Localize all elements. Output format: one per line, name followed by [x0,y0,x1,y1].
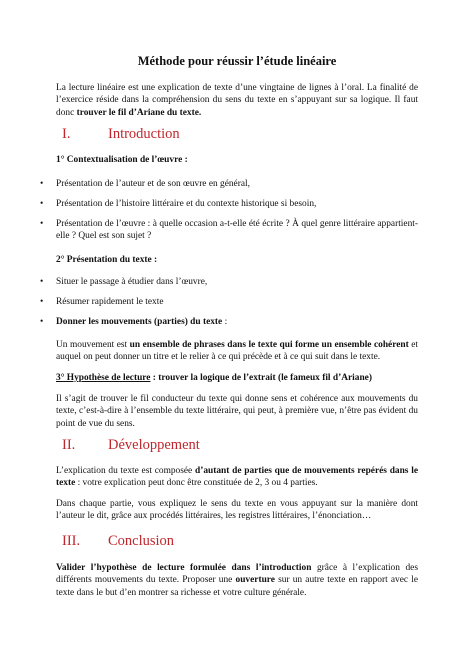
list-item-text [56,316,418,328]
para-text: et auquel on peut donner un titre et le relier à ce qui précède et à ce qui suit dans le texte. [56,340,418,363]
section-heading-introduction [56,126,180,142]
section-number: I. [62,126,71,142]
list-item-bold: Donner les mouvements (parties) du texte [56,317,223,327]
list-item-suffix: : [222,317,228,327]
para-text: Un mouvement est [56,340,130,350]
bullet-icon: • [40,297,44,307]
para-text: grâce à l’explication des différents mouvements du texte. Proposer une [56,563,418,586]
intro-paragraph [56,82,418,119]
subheading-rest: : trouver la logique de l’extrait (le fameux fil d’Ariane) [150,373,372,383]
section-heading-developpement [56,437,200,453]
para-text: L’explication du texte est composée [56,466,195,476]
intro-bold: trouver le fil d’Ariane du texte. [76,107,202,118]
section-title: Introduction [108,126,180,142]
subheading-presentation: 2° Présentation du texte : [56,255,158,265]
subheading-hypothese [56,372,372,384]
section-heading-conclusion [56,533,174,549]
mouvement-paragraph [56,339,418,364]
page-title: Méthode pour réussir l’étude linéaire [137,54,337,68]
section-number: II. [62,437,76,453]
bullet-icon: • [40,179,44,189]
para-bold: d’autant de parties que de mouvements repérés dans le texte [56,466,418,489]
section-number: III. [62,533,81,549]
intro-text: La lecture linéaire est une explication de texte d’une vingtaine de lignes à l’oral. La finalité de l’exercice réside dans la compréhension du sens du texte en s’appuyant sur sa logique. Il faut donc [56,83,418,118]
bullet-icon: • [40,219,44,229]
para-bold: Valider l’hypothèse de lecture formulée dans l’introduction [56,563,312,573]
conclusion-paragraph [56,562,418,599]
para-text: : votre explication peut donc être constituée de 2, 3 ou 4 parties. [75,478,318,489]
list-item-text: Présentation de l’œuvre : à quelle occasion a-t-elle été écrite ? À quel genre littéraire appartient-elle ? Quel est son sujet ? [56,219,418,242]
para-text: sur un autre texte en rapport avec le texte dans le but d’en montrer sa richesse et votre culture générale. [56,575,418,598]
subheading-contextualisation: 1° Contextualisation de l’œuvre : [56,155,188,165]
list-item-text: Présentation de l’histoire littéraire et du contexte historique si besoin, [56,199,317,209]
bullet-icon: • [40,277,44,287]
section-title: Conclusion [108,533,175,549]
section-title: Développement [108,437,200,453]
list-item-text: Présentation de l’auteur et de son œuvre en général, [56,179,250,189]
subheading-underlined: 3° Hypothèse de lecture [56,373,151,383]
list-item-text: Situer le passage à étudier dans l’œuvre, [56,277,208,287]
developpement-paragraph-2: Dans chaque partie, vous expliquez le sens du texte en vous appuyant sur la manière dont l’auteur le dit, grâce aux procédés littéraires, les registres littéraires, l’énonciation… [56,499,418,522]
hypothese-paragraph: Il s’agit de trouver le fil conducteur du texte qui donne sens et cohérence aux mouvements du texte, c’est-à-dire à l’ensemble du texte littéraire, qui peut, à première vue, n’être pas évident du point de vue du sens. [56,394,418,429]
bullet-icon: • [40,317,44,327]
bullet-icon: • [40,199,44,209]
list-item-text: Résumer rapidement le texte [56,297,164,307]
para-bold: un ensemble de phrases dans le texte qui forme un ensemble cohérent [129,340,409,350]
developpement-paragraph-1 [56,465,418,490]
para-bold: ouverture [235,575,275,586]
